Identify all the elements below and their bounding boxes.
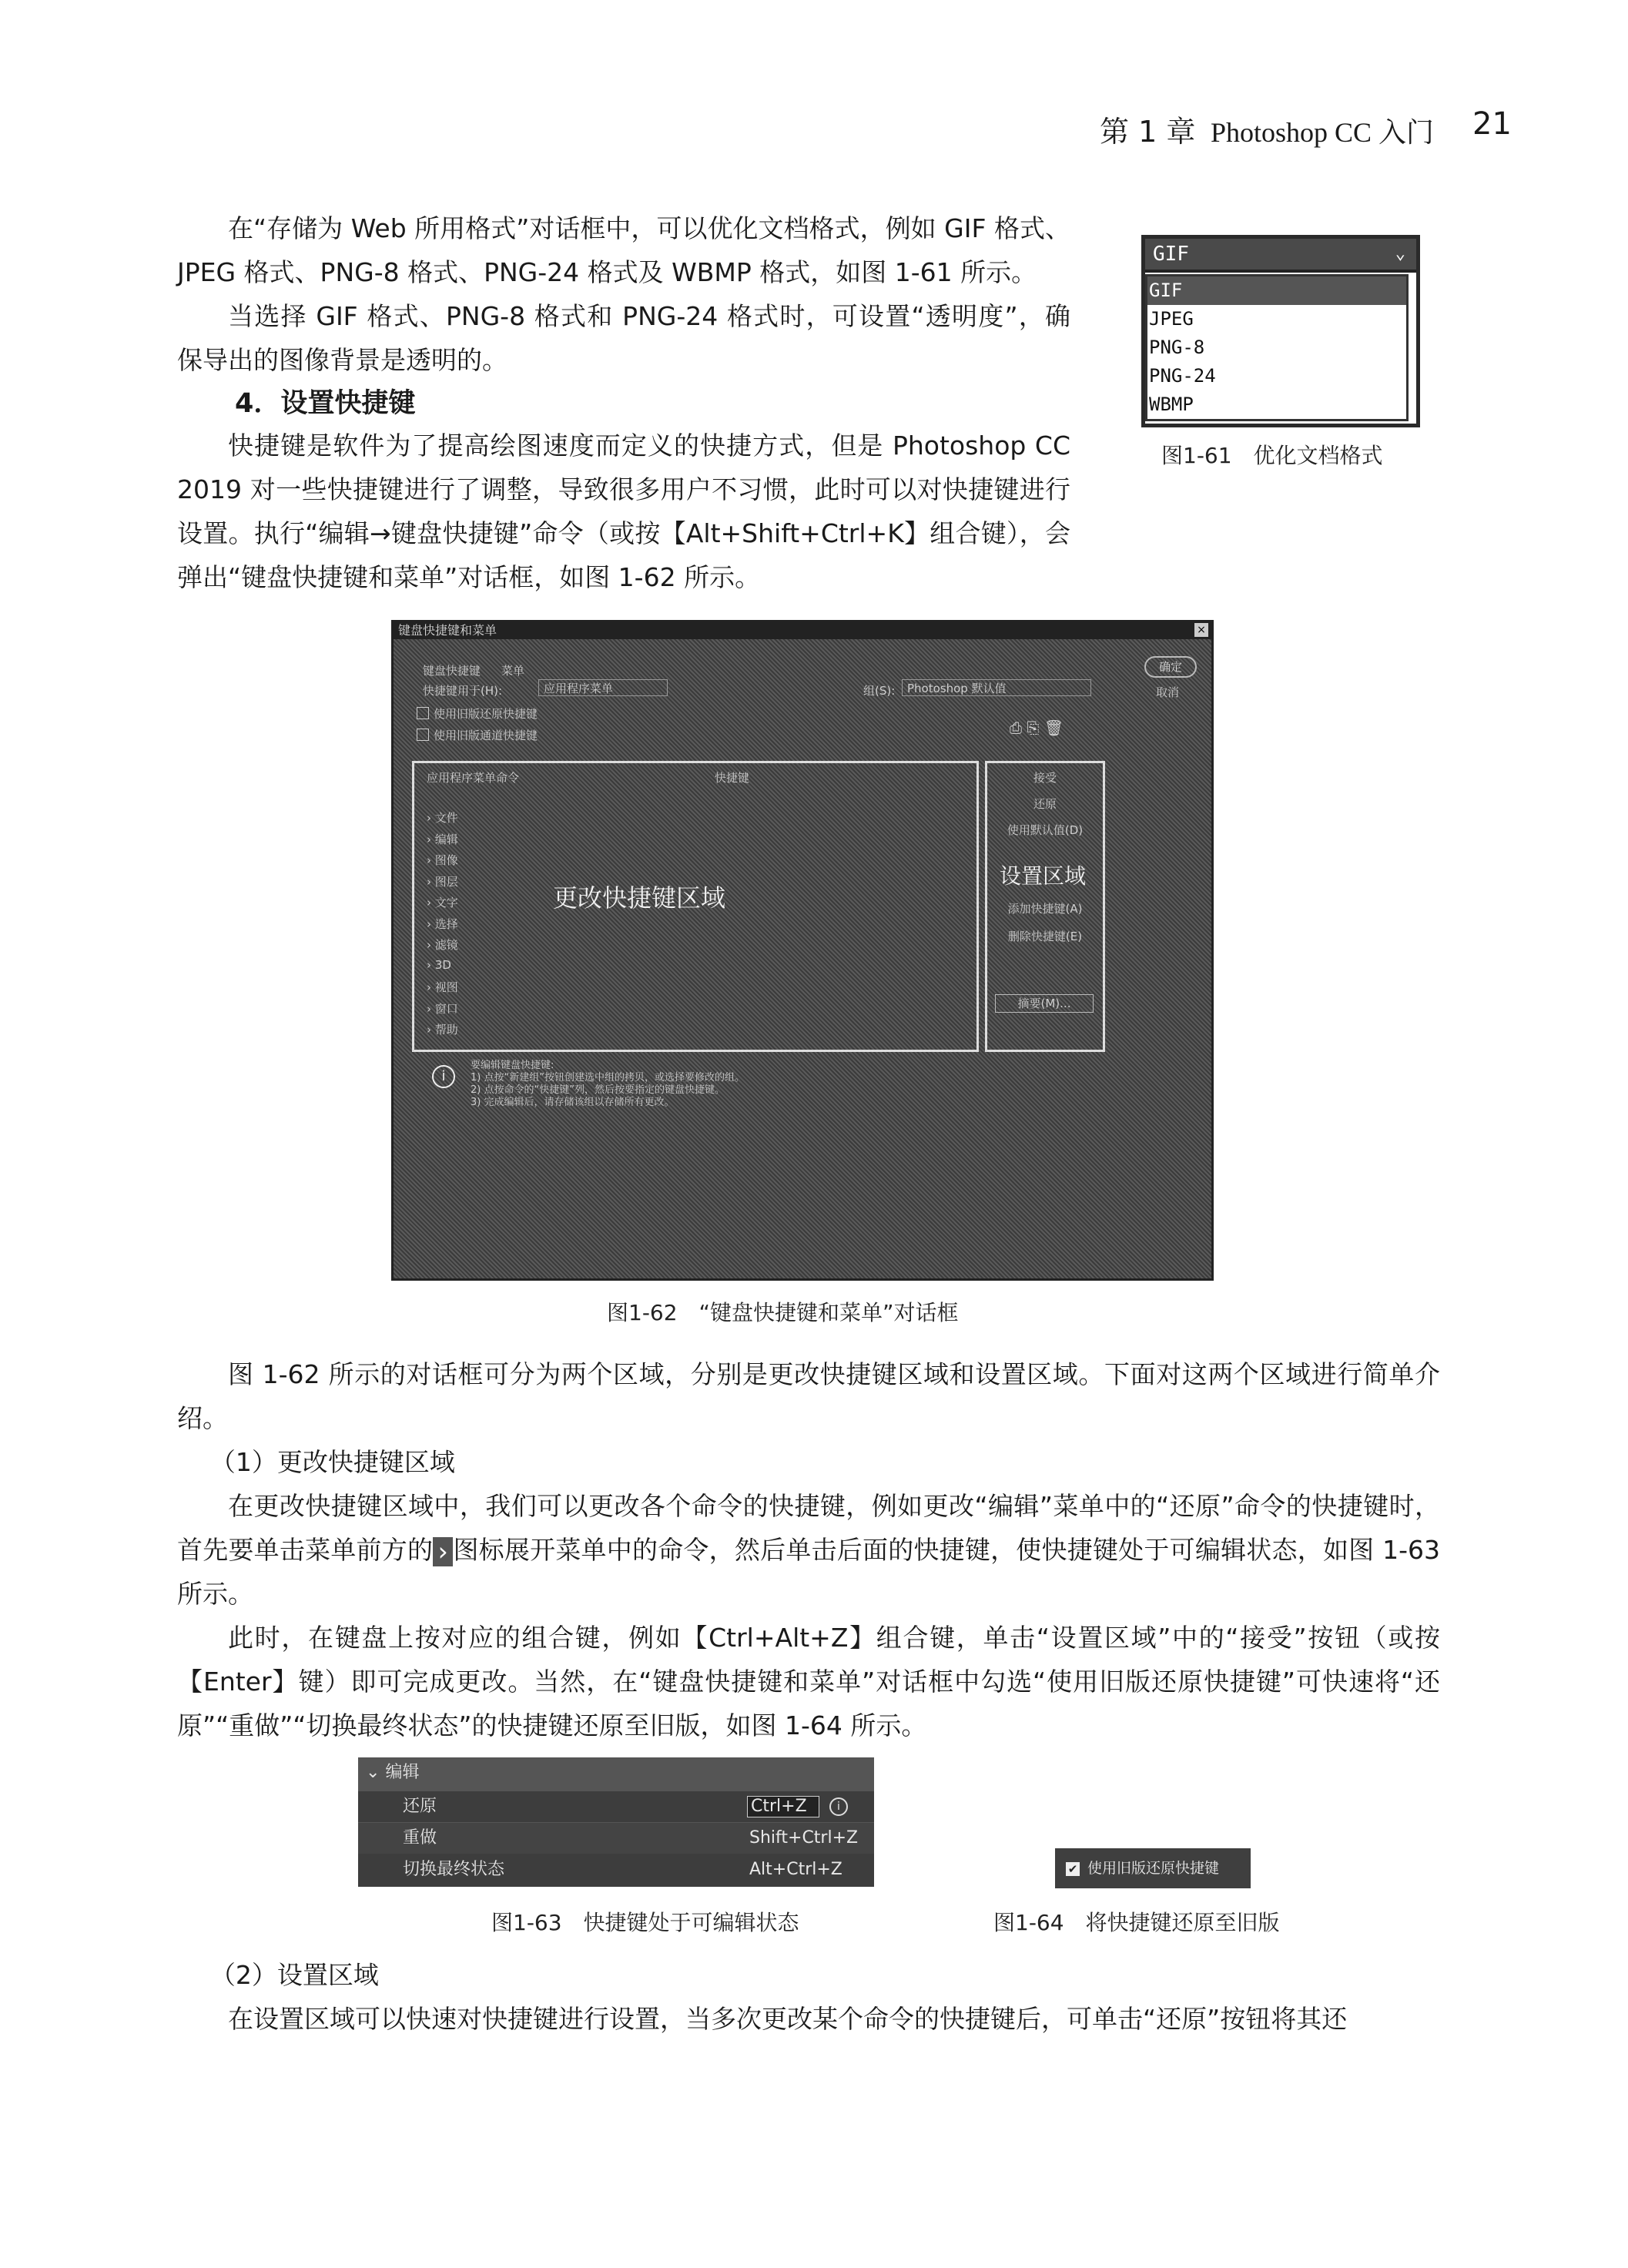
- info-text: 要编辑键盘快捷键: 1) 点按“新建组”按钮创建选中组的拷贝，或选择要修改的组。 2) 点按命令的“快捷键”列，然后按要指定的键盘快捷键。 3) 完成编辑后，请存储该组以存储所有更改。: [471, 1060, 745, 1108]
- use-default-button[interactable]: 使用默认值(D): [1007, 823, 1084, 837]
- format-options: [1145, 274, 1409, 421]
- checkbox-label: 使用旧版通道快捷键: [434, 729, 538, 742]
- menu-header[interactable]: ⌄ 编辑: [358, 1757, 874, 1791]
- set-select[interactable]: Photoshop 默认值: [902, 679, 1091, 696]
- paragraph: 快捷键是软件为了提高绘图速度而定义的快捷方式，但是 Photoshop CC 2019 对一些快捷键进行了调整，导致很多用户不习惯，此时可以对快捷键进行设置。执行“编辑→键盘快捷键”命令（或按【Alt+Shift+Ctrl+K】组合键），会弹出“键盘快捷键和菜单”对话框，如图 1-62 所示。: [177, 430, 1070, 592]
- paragraph: 当选择 GIF 格式、PNG-8 格式和 PNG-24 格式时，可设置“透明度”，确保导出的图像背景是透明的。: [177, 301, 1070, 375]
- format-dropdown[interactable]: [1141, 235, 1420, 427]
- figure-caption: 图1-63 快捷键处于可编辑状态: [491, 1910, 799, 1935]
- cancel-button[interactable]: 取消: [1156, 685, 1180, 699]
- column-header: 应用程序菜单命令: [427, 771, 520, 785]
- add-shortcut-button[interactable]: 添加快捷键(A): [1007, 902, 1083, 916]
- info-icon: i: [829, 1797, 848, 1816]
- set-action-icons[interactable]: ⎙ ⎘ 🗑: [1010, 719, 1064, 737]
- menu-item[interactable]: › 滤镜: [427, 938, 458, 952]
- paragraph: 在“存储为 Web 所用格式”对话框中，可以优化文档格式，例如 GIF 格式、JPEG 格式、PNG-8 格式、PNG-24 格式及 WBMP 格式，如图 1-61 所示。: [177, 213, 1070, 287]
- menu-item[interactable]: › 图像: [427, 853, 458, 867]
- body-text: [177, 1352, 1440, 1747]
- checkbox[interactable]: [417, 729, 429, 741]
- checkmark-icon: ✔: [1066, 1862, 1080, 1876]
- legacy-undo-checkbox[interactable]: ✔ 使用旧版还原快捷键: [1055, 1848, 1251, 1888]
- accept-button[interactable]: 接受: [1033, 771, 1057, 785]
- intro-text: [177, 206, 1070, 382]
- shortcuts-for-label: 快捷键用于(H):: [423, 684, 503, 698]
- table-row[interactable]: 重做 Shift+Ctrl+Z: [358, 1823, 874, 1854]
- paragraph: 在更改快捷键区域中，我们可以更改各个命令的快捷键，例如更改“编辑”菜单中的“还原”命令的快捷键时，首先要单击菜单前方的 › 图标展开菜单中的命令，然后单击后面的快捷键，使快捷键处于可编辑状态，如图 1-63 所示。: [177, 1491, 1441, 1609]
- settings-area: [985, 761, 1105, 1052]
- figure-caption: 图1-62 “键盘快捷键和菜单”对话框: [607, 1300, 959, 1325]
- tab-menus[interactable]: 菜单: [501, 664, 525, 678]
- format-option[interactable]: WBMP: [1149, 394, 1194, 415]
- column-header: 快捷键: [715, 771, 750, 785]
- menu-item[interactable]: › 3D: [427, 957, 451, 972]
- subheading: （2）设置区域: [209, 1960, 379, 1990]
- menu-item[interactable]: › 视图: [427, 980, 458, 994]
- area-label: 设置区域: [1000, 863, 1087, 889]
- menu-item[interactable]: › 编辑: [427, 832, 458, 846]
- chevron-down-icon: ⌄: [1395, 244, 1405, 263]
- area-label: 更改快捷键区域: [553, 883, 726, 913]
- ok-button[interactable]: 确定: [1144, 656, 1197, 678]
- page-number: 21: [1472, 106, 1512, 142]
- figure-caption: 图1-64 将快捷键还原至旧版: [993, 1910, 1280, 1935]
- subheading: （1）更改快捷键区域: [209, 1447, 455, 1477]
- chevron-right-icon: ›: [433, 1537, 453, 1566]
- menu-item[interactable]: › 图层: [427, 874, 458, 889]
- table-row[interactable]: 还原 Ctrl+Z i: [358, 1791, 874, 1823]
- edit-menu-shortcuts: [358, 1757, 874, 1887]
- format-option[interactable]: PNG-24: [1149, 365, 1216, 387]
- tab-keyboard-shortcuts[interactable]: 键盘快捷键: [423, 664, 481, 678]
- summary-button[interactable]: 摘要(M)...: [995, 994, 1094, 1013]
- shortcuts-for-select[interactable]: 应用程序菜单: [538, 679, 668, 696]
- set-label: 组(S):: [863, 684, 896, 698]
- menu-item[interactable]: › 选择: [427, 916, 458, 931]
- change-shortcut-area: [412, 761, 979, 1052]
- format-option[interactable]: PNG-8: [1149, 337, 1205, 358]
- dialog-title: 键盘快捷键和菜单: [398, 623, 497, 638]
- book-title: Photoshop CC 入门: [1211, 117, 1435, 148]
- delete-shortcut-button[interactable]: 删除快捷键(E): [1007, 930, 1083, 943]
- undo-button[interactable]: 还原: [1033, 797, 1057, 811]
- paragraph: 在设置区域可以快速对快捷键进行设置，当多次更改某个命令的快捷键后，可单击“还原”按钮将其还: [228, 2004, 1348, 2034]
- keyboard-shortcuts-dialog: [391, 620, 1214, 1281]
- dialog-titlebar: [394, 622, 1211, 639]
- chapter-label: 第 1 章: [1100, 115, 1196, 149]
- menu-item[interactable]: › 文字: [427, 896, 458, 910]
- selected-format: GIF: [1153, 243, 1189, 266]
- checkbox[interactable]: [417, 707, 429, 719]
- menu-list: [427, 809, 488, 1043]
- info-icon: i: [432, 1065, 455, 1088]
- dropdown-header[interactable]: [1145, 239, 1416, 273]
- close-icon[interactable]: ×: [1194, 623, 1208, 637]
- settings-section: [177, 1953, 1440, 2041]
- figure-caption: 图1-61 优化文档格式: [1161, 443, 1383, 468]
- paragraph: 此时，在键盘上按对应的组合键，例如【Ctrl+Alt+Z】组合键，单击“设置区域”中的“接受”按钮（或按【Enter】键）即可完成更改。当然，在“键盘快捷键和菜单”对话框中勾选“使用旧版还原快捷键”可快速将“还原”“重做”“切换最终状态”的快捷键还原至旧版，如图 1-64 所示。: [177, 1623, 1440, 1740]
- menu-item[interactable]: › 帮助: [427, 1023, 458, 1037]
- shortcut-input[interactable]: Ctrl+Z: [747, 1796, 819, 1817]
- menu-item[interactable]: › 文件: [427, 811, 458, 825]
- format-option[interactable]: JPEG: [1149, 308, 1194, 330]
- table-row[interactable]: 切换最终状态 Alt+Ctrl+Z: [403, 1860, 842, 1879]
- paragraph: 图 1-62 所示的对话框可分为两个区域，分别是更改快捷键区域和设置区域。下面对这两个区域进行简单介绍。: [177, 1359, 1440, 1433]
- section-heading: 4．设置快捷键: [235, 388, 416, 419]
- format-option[interactable]: GIF: [1147, 276, 1406, 305]
- menu-item[interactable]: › 窗口: [427, 1001, 458, 1016]
- checkbox-label: 使用旧版还原快捷键: [434, 707, 538, 721]
